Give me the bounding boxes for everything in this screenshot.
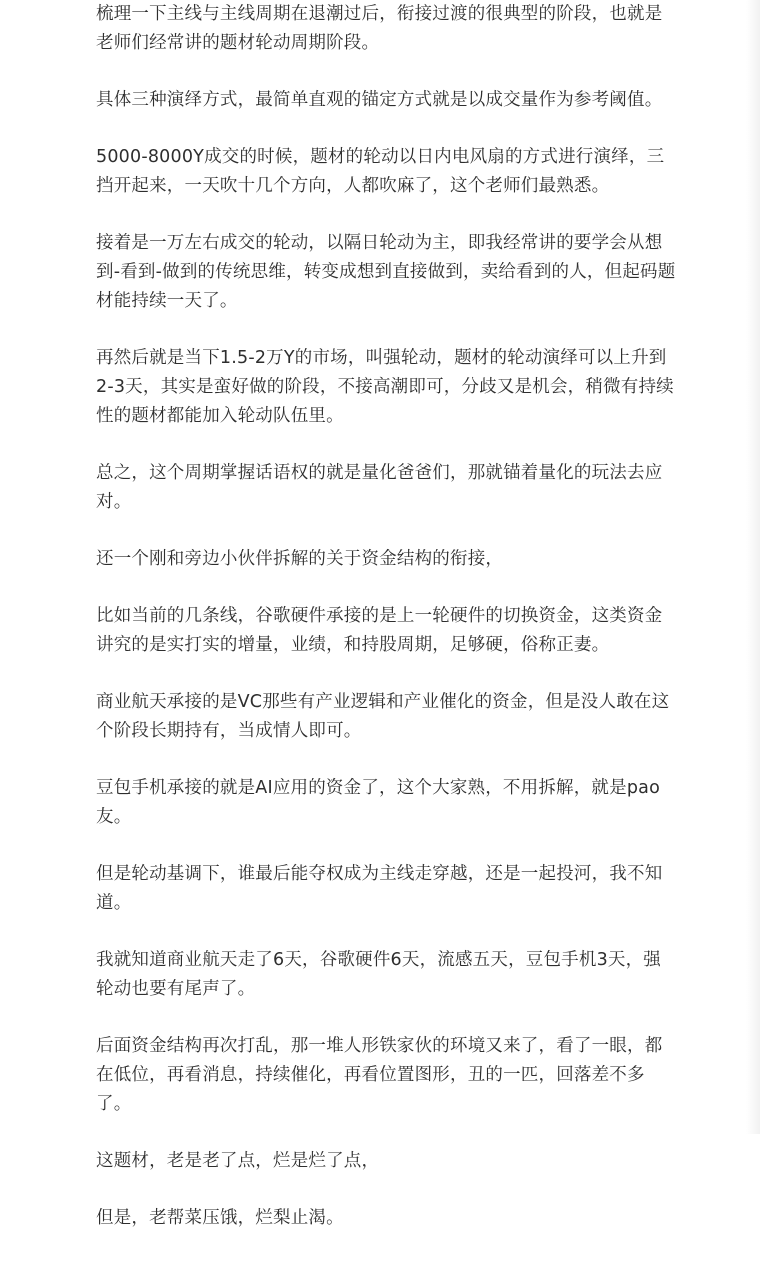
paragraph: 后面资金结构再次打乱，那一堆人形铁家伙的环境又来了，看了一眼，都在低位，再看消息，持续催化，再看位置图形，丑的一匹，回落差不多了。 xyxy=(96,1036,663,1114)
paragraph: 豆包手机承接的就是AI应用的资金了，这个大家熟，不用拆解，就是pao友。 xyxy=(96,778,660,827)
paragraph: 梳理一下主线与主线周期在退潮过后，衔接过渡的很典型的阶段，也就是老师们经常讲的题材轮动周期阶段。 xyxy=(96,4,663,53)
paragraph: 5000-8000Y成交的时候，题材的轮动以日内电风扇的方式进行演绎，三挡开起来，一天吹十几个方向，人都吹麻了，这个老师们最熟悉。 xyxy=(96,147,665,196)
paragraph: 再然后就是当下1.5-2万Y的市场，叫强轮动，题材的轮动演绎可以上升到2-3天，其实是蛮好做的阶段，不接高潮即可，分歧又是机会，稍微有持续性的题材都能加入轮动队伍里。 xyxy=(96,348,674,426)
right-edge-shadow xyxy=(746,0,760,1134)
paragraph: 我就知道商业航天走了6天，谷歌硬件6天，流感五天，豆包手机3天，强轮动也要有尾声了。 xyxy=(96,950,661,999)
article-body xyxy=(96,0,676,1261)
paragraph: 接着是一万左右成交的轮动，以隔日轮动为主，即我经常讲的要学会从想到-看到-做到的传统思维，转变成想到直接做到，卖给看到的人，但起码题材能持续一天了。 xyxy=(96,233,676,311)
paragraph: 这题材，老是老了点，烂是烂了点， xyxy=(96,1151,380,1171)
paragraph: 但是轮动基调下，谁最后能夺权成为主线走穿越，还是一起投河，我不知道。 xyxy=(96,864,663,913)
paragraph: 总之，这个周期掌握话语权的就是量化爸爸们，那就锚着量化的玩法去应对。 xyxy=(96,463,663,512)
paragraph: 具体三种演绎方式，最简单直观的锚定方式就是以成交量作为参考阈值。 xyxy=(96,90,663,110)
paragraph: 但是，老帮菜压饿，烂梨止渴。 xyxy=(96,1208,344,1228)
paragraph: 比如当前的几条线，谷歌硬件承接的是上一轮硬件的切换资金，这类资金讲究的是实打实的增量，业绩，和持股周期，足够硬，俗称正妻。 xyxy=(96,606,663,655)
paragraph: 商业航天承接的是VC那些有产业逻辑和产业催化的资金，但是没人敢在这个阶段长期持有，当成情人即可。 xyxy=(96,692,670,741)
paragraph: 还一个刚和旁边小伙伴拆解的关于资金结构的衔接， xyxy=(96,549,504,569)
